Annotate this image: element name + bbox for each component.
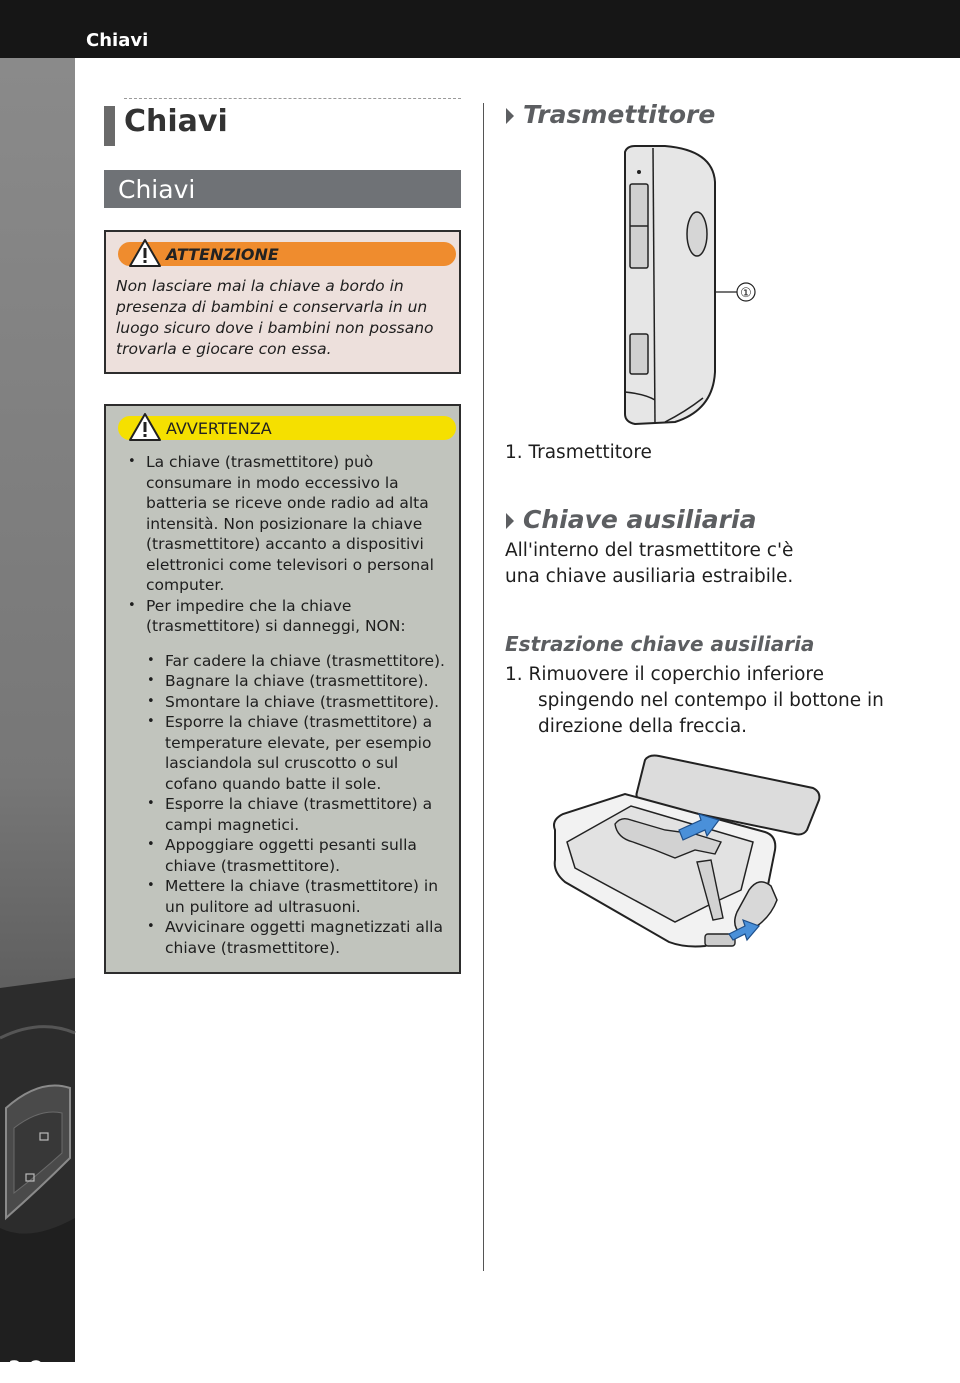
subsection-banner <box>104 170 461 208</box>
page-number: 3-2 <box>8 1358 44 1383</box>
notice-subitem: • Appoggiare oggetti pesanti sulla chiave (trasmettitore). <box>145 835 454 876</box>
notice-item: • La chiave (trasmettitore) può consumare in modo eccessivo la batteria se riceve onde radio ad alta intensità. Non posizionare la chiave (trasmettitore) accanto a dispositivi elettronici come televisori o personal computer. <box>126 452 454 596</box>
header-title: Chiavi <box>86 30 149 51</box>
section-arrow-icon <box>505 512 515 530</box>
notice-sublist <box>145 651 454 959</box>
column-divider <box>483 103 484 1271</box>
notice-subitem: • Esporre la chiave (trasmettitore) a temperature elevate, per esempio lasciandola sul cruscotto o sul cofano quando batte il sole. <box>145 712 454 794</box>
car-door-illustration <box>0 58 75 1362</box>
section-arrow-icon <box>505 107 515 125</box>
notice-subitem: • Far cadere la chiave (trasmettitore). <box>145 651 454 672</box>
notice-item: • Per impedire che la chiave (trasmettitore) si danneggi, NON: <box>126 596 454 637</box>
aux-key-removal-illustration <box>545 750 835 1000</box>
aux-key-heading-text: Chiave ausiliaria <box>523 505 757 534</box>
transmitter-caption: 1. Trasmettitore <box>505 442 652 463</box>
warning-triangle-icon <box>128 412 162 442</box>
notice-label: AVVERTENZA <box>166 419 272 438</box>
caution-text: Non lasciare mai la chiave a bordo in presenza di bambini e conservarla in un luogo sicuro dove i bambini non possano trovarla e giocare con essa. <box>116 277 434 358</box>
transmitter-heading-text: Trasmettitore <box>523 100 716 129</box>
aux-key-heading <box>505 505 756 534</box>
callout-marker: ① <box>740 286 752 301</box>
caution-label-pill <box>118 242 456 266</box>
aux-key-text: All'interno del trasmettitore c'è una chiave ausiliaria estraibile. <box>505 540 794 587</box>
section-divider <box>124 98 461 99</box>
notice-label-pill <box>118 416 456 440</box>
warning-triangle-icon <box>128 238 162 268</box>
removal-heading: Estrazione chiave ausiliaria <box>505 632 815 656</box>
caution-label: ATTENZIONE <box>166 245 279 264</box>
section-title: Chiavi <box>124 104 228 139</box>
notice-subitem: • Smontare la chiave (trasmettitore). <box>145 692 454 713</box>
caution-box <box>104 230 461 374</box>
chapter-sidebar <box>0 58 75 1383</box>
removal-step: 1. Rimuovere il coperchio inferiore spingendo nel contempo il bottone in direzione della freccia. <box>505 664 884 737</box>
notice-list <box>126 452 454 958</box>
notice-subitem: • Esporre la chiave (trasmettitore) a campi magnetici. <box>145 794 454 835</box>
notice-box <box>104 404 461 974</box>
notice-subitem: • Avvicinare oggetti magnetizzati alla chiave (trasmettitore). <box>145 917 454 958</box>
notice-subitem: • Bagnare la chiave (trasmettitore). <box>145 671 454 692</box>
header-bar <box>0 0 960 58</box>
left-column <box>104 98 461 957</box>
notice-subitem: • Mettere la chiave (trasmettitore) in un pulitore ad ultrasuoni. <box>145 876 454 917</box>
subsection-title: Chiavi <box>118 175 196 204</box>
transmitter-illustration <box>615 142 775 432</box>
transmitter-heading <box>505 100 715 129</box>
